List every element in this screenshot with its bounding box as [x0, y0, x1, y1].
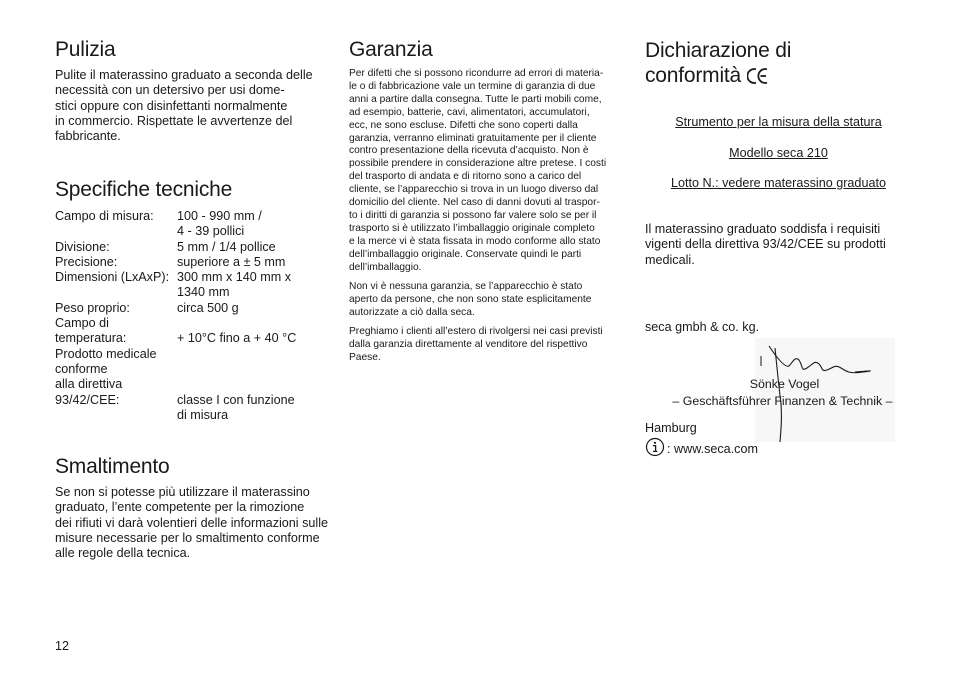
website-text: : www.seca.com — [667, 442, 758, 456]
section-title-garanzia: Garanzia — [349, 38, 433, 61]
text-line: to i diritti di garanzia si possono far valere solo se per il — [349, 209, 597, 221]
text-line: Pulite il materassino graduato a seconda delle — [55, 68, 313, 82]
spec-label: Dimensioni (LxAxP): — [55, 270, 170, 285]
text-line: e la merce vi è stata fissata in modo conforme allo stato — [349, 235, 601, 247]
spec-label: Campo di — [55, 316, 109, 331]
ce-mark-icon — [747, 67, 769, 85]
spec-label: conforme — [55, 361, 108, 376]
spec-label: Prodotto medicale — [55, 346, 157, 361]
spec-value — [177, 347, 345, 362]
spec-label: alla direttiva — [55, 377, 123, 392]
section-title-smaltimento: Smaltimento — [55, 455, 170, 478]
text-line: graduato, l’ente competente per la rimozione — [55, 500, 305, 515]
section-title-conformita — [645, 38, 900, 88]
text-line: contro presentazione della ricevuta d’acquisto. Non è — [349, 145, 589, 157]
pulizia-text — [55, 68, 345, 144]
text-line: Il materassino graduato soddisfa i requisiti — [645, 222, 881, 236]
conformity-statement — [645, 222, 900, 268]
spec-value: 100 - 990 mm / — [177, 209, 262, 223]
spec-value: di misura — [177, 407, 229, 422]
text-line: del trasporto di andata e di ritorno sono a carico del — [349, 171, 582, 183]
city: Hamburg — [645, 421, 697, 435]
company-name: seca gmbh & co. kg. — [645, 320, 760, 334]
text-line: dell’imballaggio originale. Conservate quindi le parti — [349, 248, 582, 260]
text-line: autorizzate a ciò dalla seca. — [349, 306, 475, 318]
text-line: misure necessarie per lo smaltimento conforme — [55, 530, 320, 545]
text-line: Paese. — [349, 351, 381, 363]
model-name: Modello seca 210 — [729, 146, 828, 160]
text-line: dalla garanzia direttamente al venditore del rispettivo — [349, 338, 588, 350]
text-line: Non vi è nessuna garanzia, se l’apparecchio è stato — [349, 281, 583, 292]
text-line: medicali. — [645, 252, 695, 267]
spec-value: superiore a ± 5 mm — [177, 254, 286, 269]
signer-role: – Geschäftsführer Finanzen & Technik – — [672, 394, 893, 408]
garanzia-para-1 — [349, 68, 629, 275]
text-line: Preghiamo i clienti all’estero di rivolgersi nei casi previsti — [349, 326, 603, 337]
text-line: domicilio del cliente. Nel caso di danni dovuti al traspor- — [349, 197, 600, 209]
text-line: possibile prendere in considerazione altre pretese. I costi — [349, 158, 607, 170]
spec-label: Peso proprio: — [55, 300, 130, 315]
spec-value — [177, 377, 345, 392]
title-line: conformità — [645, 64, 742, 88]
spec-value — [177, 316, 345, 331]
garanzia-para-3 — [349, 326, 629, 365]
title-line: Dichiarazione di — [645, 39, 792, 62]
smaltimento-text — [55, 485, 345, 561]
text-line: in commercio. Rispettate le avvertenze del — [55, 113, 293, 128]
spec-label: Campo di misura: — [55, 209, 154, 223]
text-line: cliente, se l’apparecchio si trova in un luogo diverso dal — [349, 184, 599, 196]
spec-value: + 10°C fino a + 40 °C — [177, 331, 297, 346]
text-line: aperto da persone, che non sono state esplicitamente — [349, 293, 592, 305]
spec-value: 300 mm x 140 mm x — [177, 270, 292, 285]
text-line: le o di fabbricazione vale un termine di garanzia di due — [349, 80, 596, 92]
garanzia-para-2 — [349, 281, 629, 320]
info-icon — [645, 437, 665, 457]
text-line: stici oppure con disinfettanti normalmente — [55, 98, 288, 113]
text-line: necessità con un detersivo per usi dome- — [55, 83, 285, 98]
text-line: ad esempio, batterie, cavi, alimentatori, accumulatori, — [349, 106, 590, 118]
spec-label — [55, 224, 177, 239]
spec-value: classe I con funzione — [177, 392, 295, 407]
section-title-pulizia: Pulizia — [55, 38, 116, 61]
text-line: alle regole della tecnica. — [55, 546, 191, 561]
product-name: Strumento per la misura della statura — [675, 115, 882, 129]
text-line: trasporto si è utilizzato l’imballaggio originale completo — [349, 222, 595, 234]
text-line: vigenti della direttiva 93/42/CEE su prodotti — [645, 237, 886, 252]
spec-value: 1340 mm — [177, 285, 230, 300]
text-line: Se non si potesse più utilizzare il materassino — [55, 485, 310, 499]
section-title-specifiche: Specifiche tecniche — [55, 178, 233, 201]
text-line: anni a partire dalla consegna. Tutte le parti mobili come, — [349, 93, 602, 105]
text-line: Per difetti che si possono ricondurre ad errori di materia- — [349, 68, 604, 79]
text-line: fabbricante. — [55, 129, 121, 144]
spec-table — [55, 209, 345, 423]
text-line: ecc, ne sono escluse. Difetti che sono coperti dalla — [349, 119, 578, 131]
spec-value: 5 mm / 1/4 pollice — [177, 239, 276, 254]
text-line: dell’imballaggio. — [349, 261, 422, 273]
lot-number: Lotto N.: vedere materassino graduato — [671, 176, 886, 190]
spec-label — [55, 285, 177, 300]
page-number: 12 — [55, 639, 70, 653]
signer-name: Sönke Vogel — [749, 377, 820, 391]
spec-label — [55, 408, 177, 423]
text-line: garanzia, verranno eliminati gratuitamente per il cliente — [349, 132, 597, 144]
text-line: dei rifiuti vi darà volentieri delle informazioni sulle — [55, 515, 328, 530]
spec-label: temperatura: — [55, 331, 127, 346]
spec-label: Divisione: — [55, 239, 110, 254]
spec-value: 4 - 39 pollici — [177, 224, 245, 239]
website-row — [645, 437, 758, 457]
spec-value — [177, 362, 345, 377]
spec-value: circa 500 g — [177, 300, 239, 315]
spec-label: 93/42/CEE: — [55, 392, 120, 407]
spec-label: Precisione: — [55, 254, 118, 269]
